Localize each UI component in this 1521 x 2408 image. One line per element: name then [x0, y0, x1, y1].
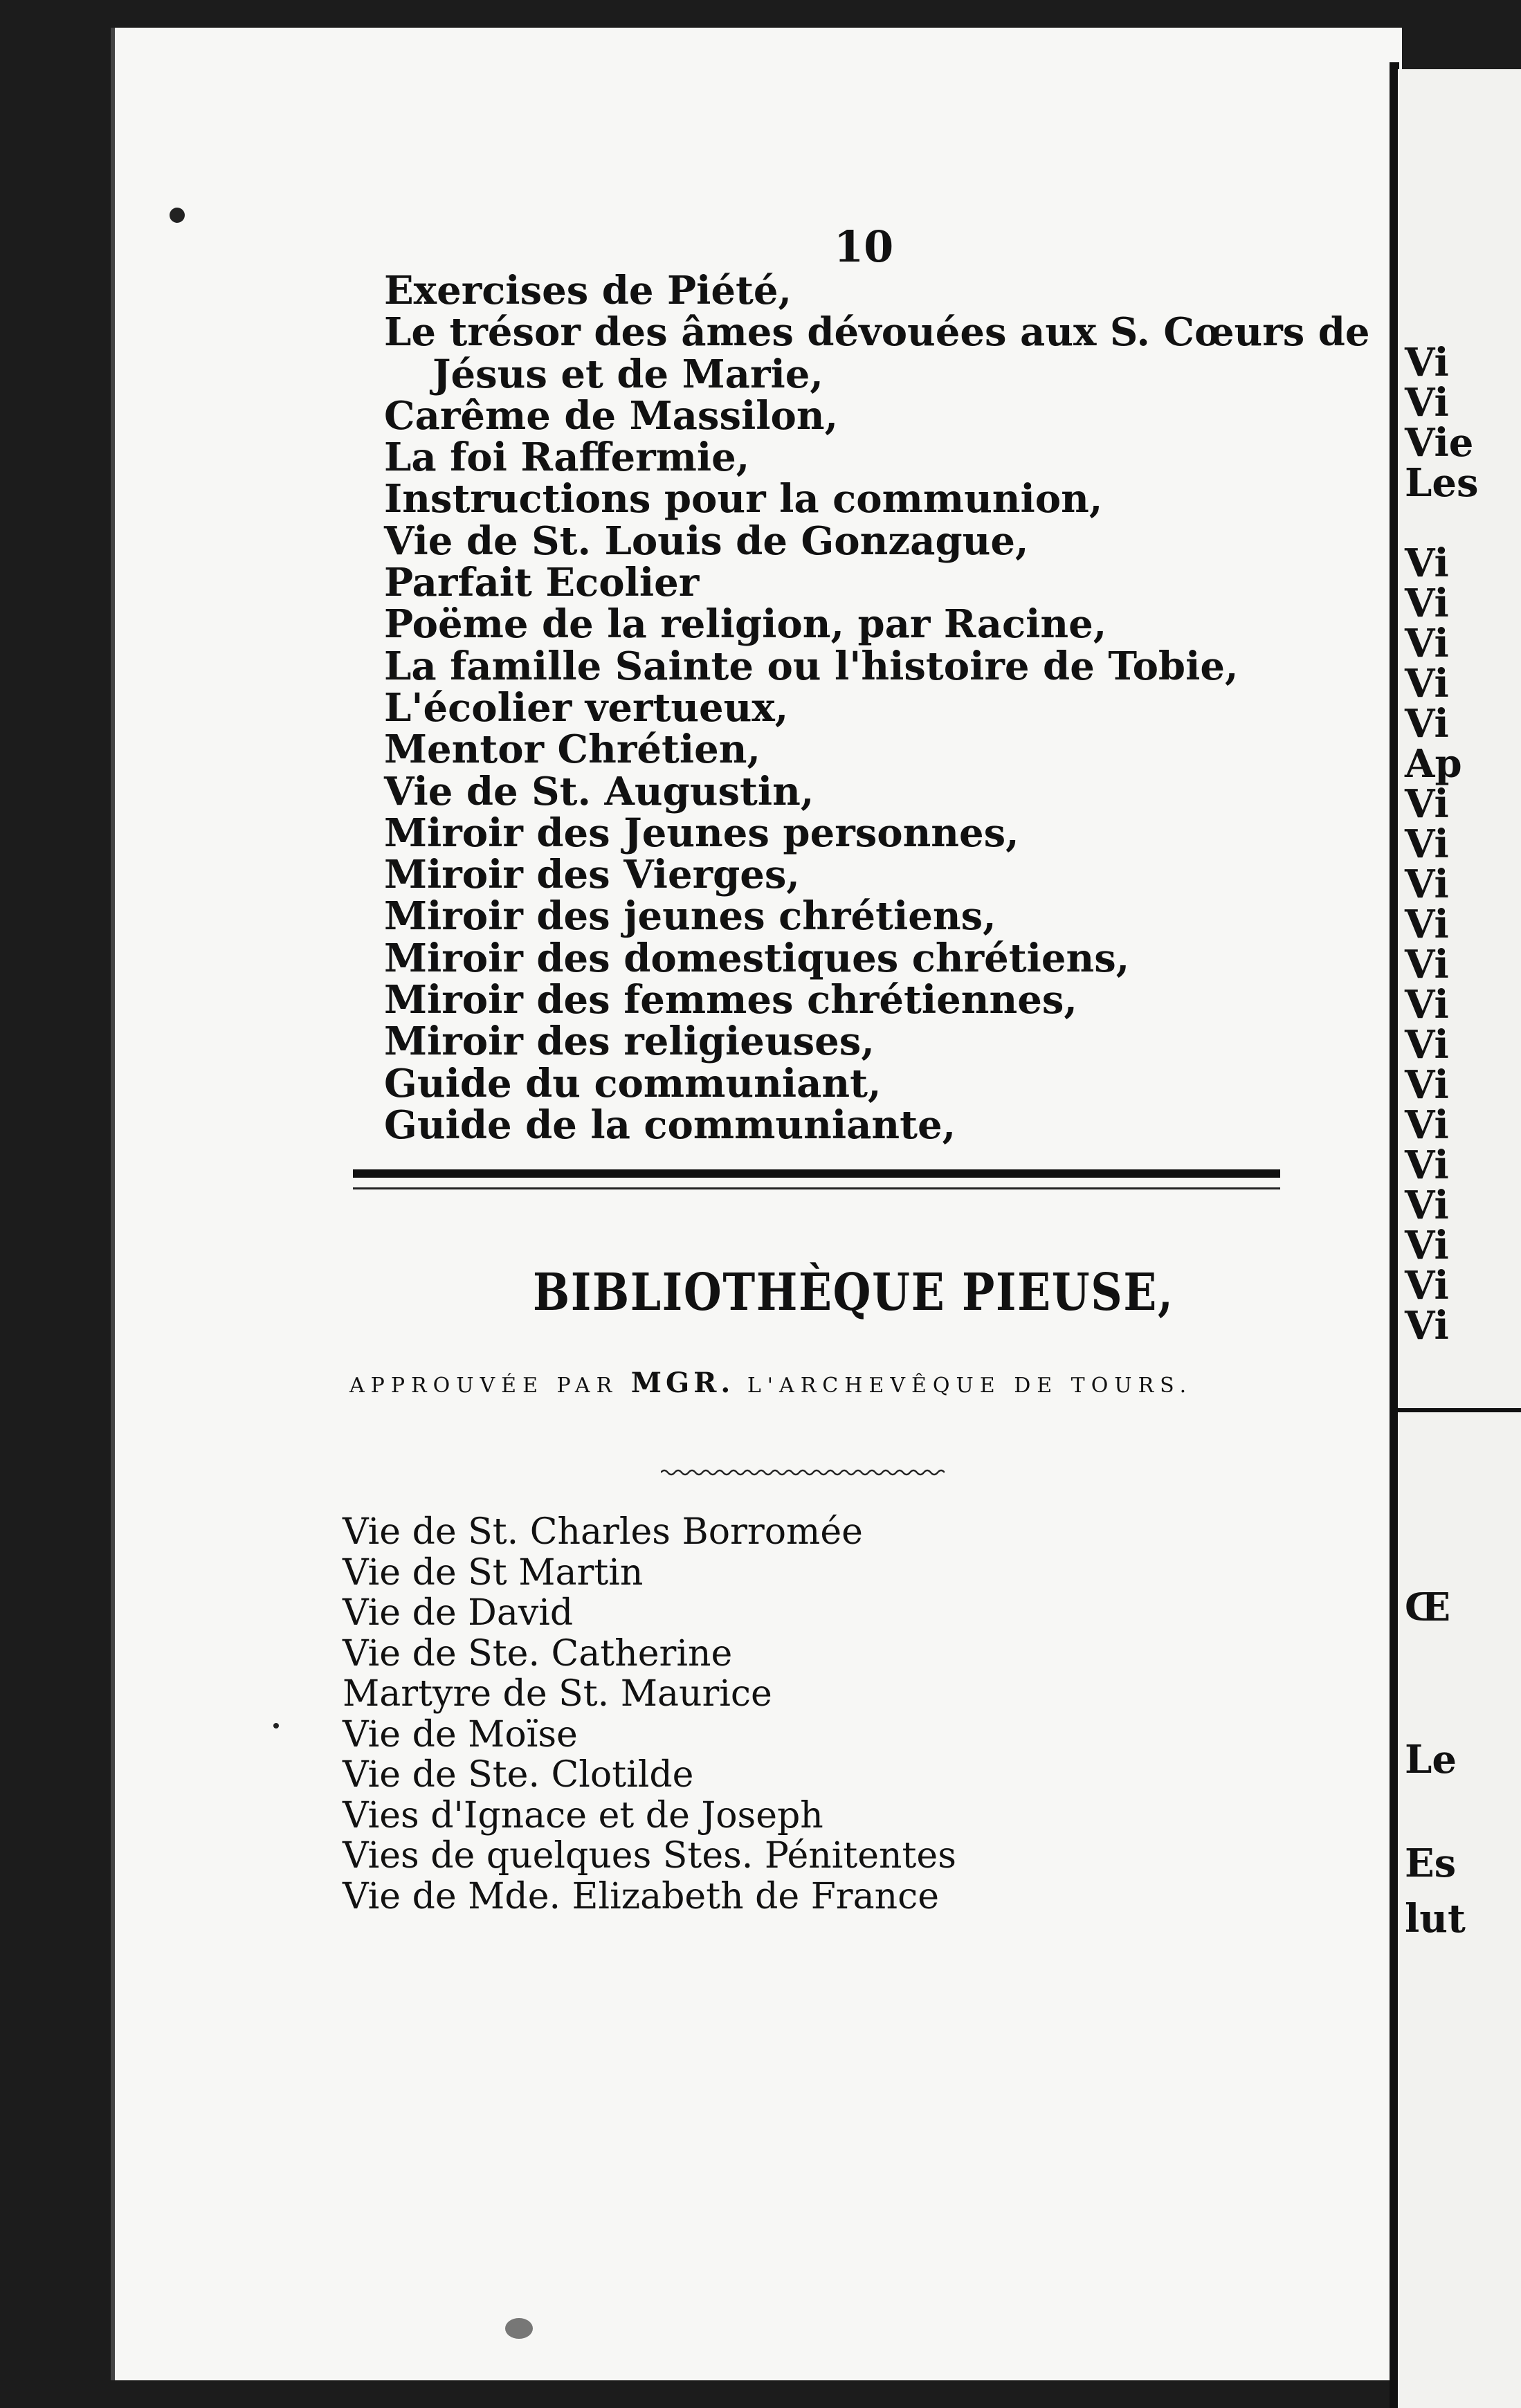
edge-line: Vi: [1405, 701, 1449, 747]
decorative-squiggle: [661, 1467, 945, 1478]
edge-line: Les: [1405, 460, 1479, 506]
edge-line: Vi: [1405, 1263, 1449, 1308]
list-item: Vie de Ste. Catherine: [343, 1632, 733, 1675]
ink-spot: [273, 1723, 279, 1729]
adjacent-page-lines: [1405, 340, 1479, 1349]
list-item: Vie de St. Charles Borromée: [343, 1511, 863, 1553]
approval-text: L'ARCHEVÊQUE DE TOURS.: [734, 1374, 1193, 1398]
list-item: Miroir des femmes chrétiennes,: [384, 977, 1077, 1023]
list-item: Vie de Mde. Elizabeth de France: [343, 1875, 940, 1917]
list-item: Vie de St. Louis de Gonzague,: [384, 518, 1029, 564]
top-book-list: [384, 268, 1370, 1148]
edge-line: Vi: [1405, 861, 1449, 907]
edge-line: Vi: [1405, 380, 1449, 426]
list-item: Martyre de St. Maurice: [343, 1673, 772, 1715]
list-item: Miroir des religieuses,: [384, 1019, 875, 1065]
edge-line: Vi: [1405, 540, 1449, 586]
section-divider-thick: [353, 1169, 1280, 1178]
adjacent-page-edge: [1398, 69, 1521, 2408]
approval-mgr: MGR.: [630, 1367, 735, 1399]
section-title: BIBLIOTHÈQUE PIEUSE,: [533, 1263, 1174, 1322]
bibliotheque-list: [343, 1512, 1173, 1917]
edge-line: Vi: [1405, 902, 1449, 947]
list-item: Vie de St Martin: [343, 1551, 644, 1594]
ink-spot: [505, 2318, 533, 2339]
list-item: Miroir des Jeunes personnes,: [384, 810, 1019, 856]
list-item: Le trésor des âmes dévouées aux S. Cœurs de: [384, 309, 1370, 356]
section-divider-thin: [353, 1187, 1280, 1189]
approval-line: [349, 1367, 1192, 1399]
edge-line: Vi: [1405, 1022, 1449, 1068]
list-item: Instructions pour la communion,: [384, 476, 1103, 522]
edge-line: Vi: [1405, 1303, 1449, 1349]
list-item: Guide de la communiante,: [384, 1102, 956, 1148]
list-item: Vies de quelques Stes. Pénitentes: [343, 1835, 956, 1877]
list-item: Vies d'Ignace et de Joseph: [343, 1794, 823, 1836]
list-item: Poëme de la religion, par Racine,: [384, 601, 1107, 648]
list-item: Miroir des Vierges,: [384, 852, 800, 898]
edge-line: Vi: [1405, 1223, 1449, 1268]
edge-line: Vi: [1405, 1183, 1449, 1228]
list-item: Vie de Moïse: [343, 1713, 578, 1755]
list-item: Vie de St. Augustin,: [384, 768, 814, 814]
list-item: Mentor Chrétien,: [384, 727, 760, 773]
list-item: Vie de Ste. Clotilde: [343, 1754, 694, 1796]
edge-line: Es: [1405, 1841, 1457, 1886]
list-item: La famille Sainte ou l'histoire de Tobie,: [384, 643, 1239, 689]
edge-line: Vi: [1405, 942, 1449, 987]
edge-line: Vi: [1405, 661, 1449, 706]
list-item: Guide du communiant,: [384, 1060, 882, 1106]
approval-text: APPROUVÉE PAR: [349, 1374, 631, 1398]
list-item: Carême de Massilon,: [384, 392, 839, 439]
list-item: La foi Raffermie,: [384, 435, 750, 481]
list-item: Exercises de Piété,: [384, 268, 792, 313]
page-number: 10: [834, 221, 894, 272]
edge-line: Vi: [1405, 621, 1449, 666]
list-item: Vie de David: [343, 1592, 574, 1634]
list-item: Parfait Ecolier: [384, 560, 700, 606]
edge-line: Vi: [1405, 340, 1449, 385]
ink-spot: [170, 208, 185, 223]
list-item: L'écolier vertueux,: [384, 684, 789, 731]
edge-line: Vi: [1405, 821, 1449, 867]
edge-line: Vie: [1405, 420, 1474, 466]
list-item: Miroir des jeunes chrétiens,: [384, 893, 996, 940]
edge-line: Vi: [1405, 581, 1449, 626]
list-item: Miroir des domestiques chrétiens,: [384, 935, 1130, 981]
edge-line: Vi: [1405, 982, 1449, 1028]
edge-line: Ap: [1405, 741, 1462, 787]
edge-line: Vi: [1405, 1142, 1449, 1188]
edge-line: Œ: [1405, 1585, 1451, 1630]
edge-line: Le: [1405, 1737, 1457, 1782]
list-item: Jésus et de Marie,: [432, 351, 823, 397]
edge-line: lut: [1405, 1896, 1466, 1942]
edge-line: Vi: [1405, 781, 1449, 827]
adjacent-page-rule: [1398, 1408, 1521, 1412]
edge-line: Vi: [1405, 1062, 1449, 1108]
edge-line: Vi: [1405, 1102, 1449, 1148]
